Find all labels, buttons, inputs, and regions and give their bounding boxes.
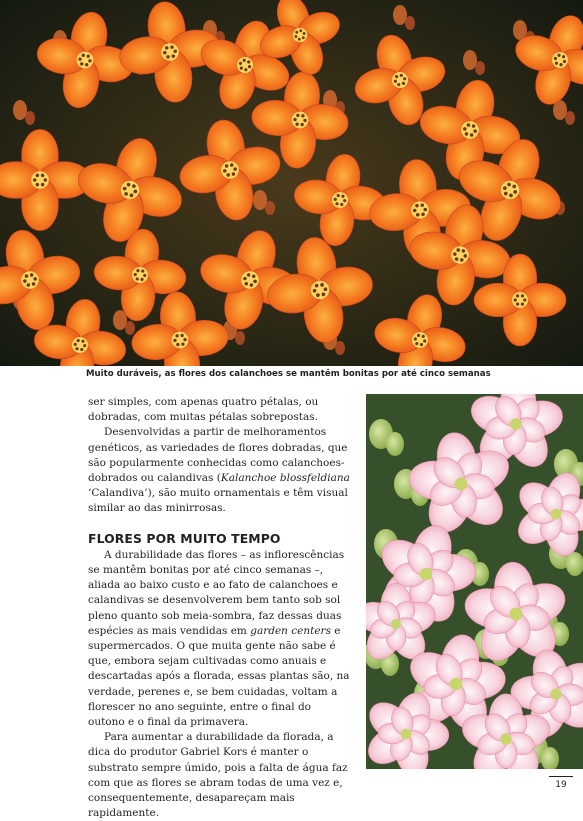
article-column [88, 395, 350, 821]
paragraph-continuation: ser simples, com apenas quatro pétalas, ou dobradas, com muitas pétalas sobrepostas. [88, 396, 319, 424]
photo-caption: Muito duráveis, as flores dos calanchoes se mantêm bonitas por até cinco semanas [86, 369, 491, 379]
page-number: 19 [549, 776, 573, 790]
side-photo [366, 394, 583, 769]
paragraph-text: e supermercados. O que muita gente não sabe é que, embora sejam cultivadas como anuais e descartadas após a florada, essas plantas são, na verdade, perenes e, se bem cuidadas, voltam a florescer no ano seguinte, entre o final do outono e o final da primavera. [88, 624, 350, 729]
pink-flowers-image [366, 394, 583, 769]
species-name: Kalanchoe blossfeldiana [220, 472, 350, 485]
orange-flowers-image [0, 0, 583, 366]
paragraph-calandivas [88, 425, 350, 516]
paragraph-durability [88, 548, 350, 730]
section-heading: FLORES POR MUITO TEMPO [88, 530, 281, 546]
paragraph-text: ‘Calandiva’), são muito ornamentais e têm visual similar ao das minirrosas. [88, 487, 348, 515]
foreign-term: garden centers [250, 624, 331, 637]
paragraph-tip: Para aumentar a durabilidade da florada, a dica do produtor Gabriel Kors é manter o substrato sempre úmido, pois a falta de água faz com que as flores se abram todas de uma vez e, consequentemente, desapareçam mais rapidamente. [88, 731, 348, 820]
paragraph-text: Desenvolvidas a partir de melhoramentos genéticos, as variedades de flores dobradas, que são popularmente conhecidas como calanchoes-dobrados ou calandivas ( [88, 426, 348, 485]
paragraph-text: A durabilidade das flores – as inflorescências se mantêm bonitas por até cinco semanas –, aliada ao baixo custo e ao fato de calanchoes e calandivas se desenvolverem bem tanto sob sol pleno quanto sob meia-sombra, faz dessas duas espécies as mais vendidas em [88, 548, 345, 637]
hero-photo [0, 0, 583, 366]
